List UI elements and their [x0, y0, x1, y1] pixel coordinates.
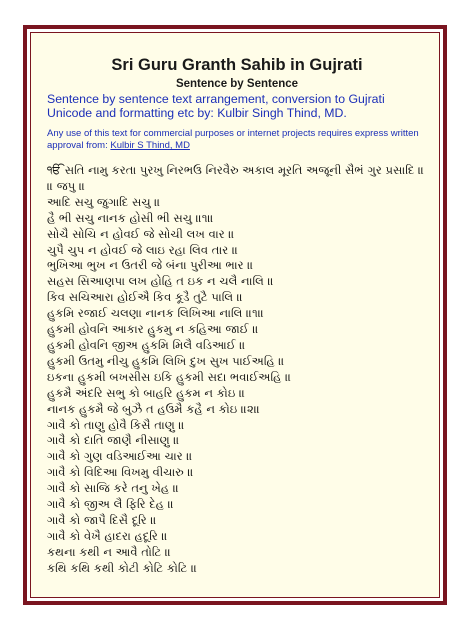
verse-line: ગાવૈ કો જીઅ લૈ ફિરિ દેહ ॥ — [47, 497, 174, 512]
verse-line: ॥ જપુ ॥ — [47, 178, 86, 193]
verse-line: આદિ સચુ જુગાદિ સચુ ॥ — [47, 194, 161, 209]
intro-text: Sentence by sentence text arrangement, conversion to Gujrati Unicode and formatting etc by: Kulbir Singh Thind, MD. — [47, 92, 385, 120]
verse-line: સહસ સિઆણપા લખ હોહિ ત ઇક ન ચલૈ નાલિ ॥ — [47, 274, 274, 289]
verse-line: ગાવૈ કો દાતિ જાણૈ નીસાણુ ॥ — [47, 433, 180, 448]
verse-line: ગાવૈ કો જાપૈ દિસૈ દૂરિ ॥ — [47, 512, 157, 527]
verse-line: હુકમિ રજાઈ ચલણા નાનક લિખિઆ નાલિ ॥૧॥ — [47, 306, 264, 321]
verse-line: કથિ કથિ કથી કોટી કોટિ કોટિ ॥ — [47, 560, 198, 575]
verse-line: હુકમી હોવનિ આકાર હુકમુ ન કહિઆ જાઈ ॥ — [47, 322, 259, 337]
verse-line: સોચૈ સોચિ ન હોવઈ જે સોચી લખ વાર ॥ — [47, 226, 235, 241]
verse-line: હુકમી હોવનિ જીઅ હુકમિ મિલૈ વડિઆઈ ॥ — [47, 337, 246, 352]
verse-line: ગાવૈ કો સાજિ કરે તનુ ખેહ ॥ — [47, 481, 179, 496]
verse-line: ગાવૈ કો તાણુ હોવૈ કિસૈ તાણુ ॥ — [47, 417, 185, 432]
verse-line: ગાવૈ કો ગુણ વડિઆઈઆ ચાર ॥ — [47, 449, 193, 464]
author-contact-link[interactable]: Kulbir S Thind, MD — [110, 140, 190, 151]
usage-notice-text: Any use of this text for commercial purposes or internet projects requires express written approval from: — [47, 128, 419, 151]
verse-line: ચુપૈ ચુપ ન હોવઈ જે લાઇ રહા લિવ તાર ॥ — [47, 242, 239, 257]
verse-line: કિવ સચિઆરા હોઈઐ કિવ કૂડૈ તુટૈ પાલિ ॥ — [47, 290, 243, 305]
verse-line: હુકમૈ અંદરિ સભુ કો બાહરિ હુકમ ન કોઇ ॥ — [47, 385, 246, 400]
usage-notice — [47, 128, 427, 152]
verse-line: ગાવૈ કો વિદિઆ વિખમુ વીચારુ ॥ — [47, 465, 194, 480]
verse-line: હૈ ભી સચુ નાનક હોસી ભી સચુ ॥૧॥ — [47, 210, 214, 225]
document-content — [47, 54, 427, 577]
verse-list — [47, 163, 427, 577]
verse-line: ઇકના હુકમી બખસીસ ઇકિ હુકમી સદા ભવાઈઅહિ ॥ — [47, 369, 292, 384]
document-title: Sri Guru Granth Sahib in Gujrati — [111, 56, 363, 74]
verse-line: નાનક હુકમૈ જે બુઝૈ ત હઉમૈ કહૈ ન કોઇ ॥૨॥ — [47, 401, 260, 416]
verse-line: કથના કથી ન આવૈ તોટિ ॥ — [47, 544, 172, 559]
verse-line: હુકમી ઉતમુ નીચુ હુકમિ લિખિ દુખ સુખ પાઈઅહિ ॥ — [47, 353, 285, 368]
verse-line: ੴ સતિ નામુ કરતા પુરખુ નિરભઉ નિરવૈરુ અકાલ મૂરતિ અજૂની સૈભં ગુર પ્રસાદિ ॥ — [47, 163, 425, 177]
verse-line: ગાવૈ કો વેખૈ હાદરા હદૂરિ ॥ — [47, 528, 168, 543]
verse-line: ભુખિઆ ભુખ ન ઉતરી જે બંના પુરીઆ ભાર ॥ — [47, 258, 254, 273]
document-subtitle: Sentence by Sentence — [175, 78, 299, 90]
